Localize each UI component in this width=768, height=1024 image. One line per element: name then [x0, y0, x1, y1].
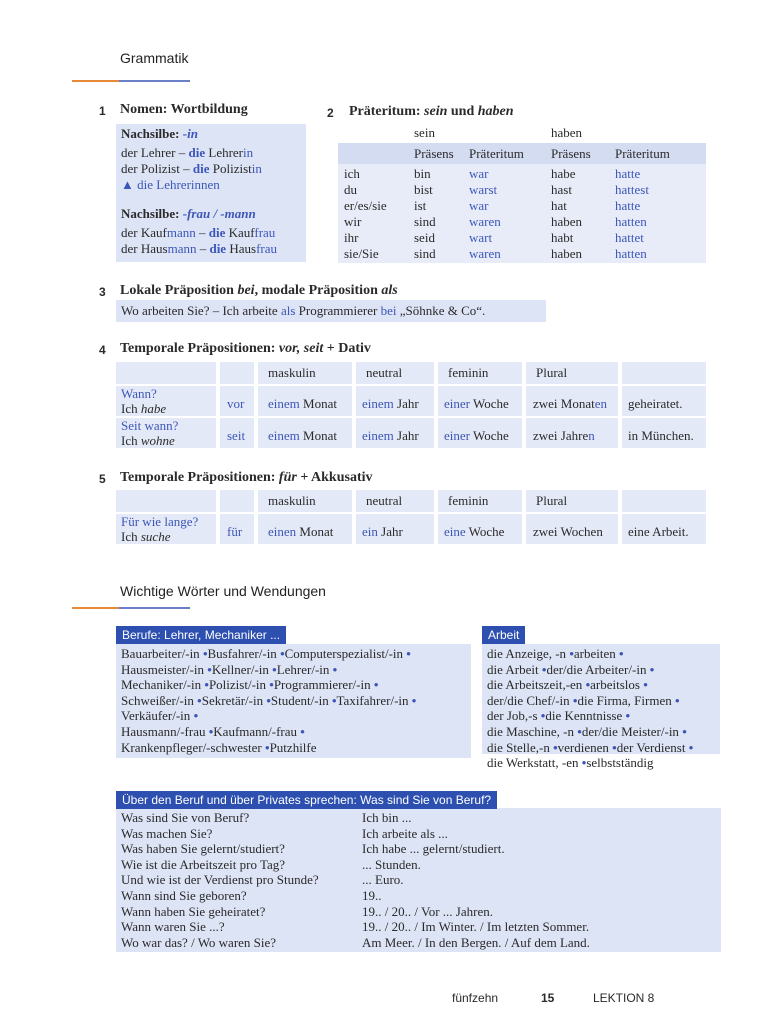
text: Monat: [296, 524, 334, 539]
question-item: Wann waren Sie ...?: [121, 919, 225, 935]
example-box: Wo arbeiten Sie? – Ich arbeite als Programmierer bei „Söhnke & Co“.: [116, 300, 546, 322]
list-item: [487, 724, 687, 740]
preposition: seit: [227, 428, 246, 443]
answer-item: ... Stunden.: [362, 856, 421, 872]
haben-past: hatte: [615, 166, 641, 181]
sentence-end: [628, 524, 689, 540]
word: Taxifahrer/-in •: [337, 693, 417, 708]
word: die Firma, Firmen •: [577, 693, 679, 708]
column-group-sein: sein: [414, 125, 435, 140]
word: Lehrer/-in •: [277, 662, 338, 677]
noun-phrase: [362, 428, 419, 444]
sein-present: sind: [414, 214, 436, 229]
preposition: vor: [227, 396, 245, 411]
preposition: [227, 524, 242, 540]
words-rule: [72, 607, 190, 609]
page-word: fünfzehn: [452, 991, 499, 1005]
text: n: [588, 428, 595, 443]
text: Monat: [299, 428, 337, 443]
word: arbeitslos •: [590, 677, 648, 692]
word: Bauarbeiter/-in •: [121, 646, 208, 661]
text: einem: [268, 428, 300, 443]
column-header: Präteritum: [615, 146, 670, 161]
section-number: 2: [327, 106, 334, 120]
word: verdienen •: [558, 740, 617, 755]
noun-phrase: [362, 396, 419, 412]
haben-past: hatte: [615, 198, 641, 213]
section-title: Nomen: Wortbildung: [120, 102, 248, 117]
question-item: Wann sind Sie geboren?: [121, 888, 247, 903]
section-number: 3: [99, 285, 106, 299]
text: einem: [362, 396, 394, 411]
haben-present: habt: [551, 230, 574, 245]
pronoun: ich: [344, 166, 360, 181]
noun-phrase: [268, 428, 337, 444]
sein-past: wart: [469, 230, 493, 245]
word: die Arbeitszeit,-en •: [487, 677, 590, 692]
title-rule: [72, 80, 190, 82]
word: Student/-in •: [271, 693, 337, 708]
text: Ich: [121, 401, 141, 416]
question: [121, 386, 157, 402]
noun-phrase: [533, 524, 603, 540]
word: der Verdienst •: [617, 740, 694, 755]
lesson-label: LEKTION 8: [593, 991, 655, 1005]
word: Polizist/-in •: [209, 677, 274, 692]
noun-phrase: [444, 428, 509, 444]
question-item: Wann haben Sie geheiratet?: [121, 903, 266, 919]
column-header: maskulin: [268, 493, 316, 508]
word: die Kenntnisse •: [545, 708, 630, 723]
preposition: [227, 428, 245, 444]
word: die Maschine, -n •: [487, 724, 582, 739]
noun-phrase: [533, 396, 607, 412]
list-item: [121, 693, 416, 709]
list-item: [121, 724, 305, 740]
word: arbeiten •: [574, 646, 624, 661]
text: Woche: [465, 524, 505, 539]
haben-past: hattest: [615, 182, 649, 197]
question-item: Und wie ist der Verdienst pro Stunde?: [121, 872, 319, 888]
text: habe: [140, 401, 167, 416]
noun-phrase: [444, 396, 509, 412]
word: der/die Chef/-in •: [487, 693, 577, 708]
text: zwei Jahre: [533, 428, 589, 443]
page-number: 15: [541, 991, 555, 1005]
question: [121, 514, 198, 530]
example-subject: [121, 433, 175, 449]
word: Kaufmann/-frau •: [213, 724, 305, 739]
haben-present: haben: [551, 214, 583, 229]
text: Woche: [469, 428, 509, 443]
word: Busfahrer/-in •: [208, 646, 285, 661]
noun-phrase: [268, 524, 333, 540]
column-header: feminin: [448, 493, 489, 508]
pronoun: er/es/sie: [344, 198, 387, 213]
text: Jahr: [393, 396, 419, 411]
word: die Stelle,-n •: [487, 740, 558, 755]
arbeit-tag: Arbeit: [482, 626, 525, 644]
text: Woche: [469, 396, 509, 411]
text: in München.: [628, 428, 694, 443]
text: wohne: [140, 433, 175, 448]
sein-present: bin: [414, 166, 431, 181]
text: einer: [444, 396, 470, 411]
noun-phrase: [268, 396, 337, 412]
section-title: Temporale Präpositionen: vor, seit + Dativ: [120, 341, 371, 356]
word: Mechaniker/-in •: [121, 677, 209, 692]
example-subject: [121, 529, 170, 545]
question: [121, 418, 178, 434]
text: einem: [362, 428, 394, 443]
table-header-cell: [116, 362, 216, 384]
column-header: Plural: [536, 365, 568, 380]
answer-item: Ich arbeite als ...: [362, 825, 448, 841]
word: Hausmeister/-in •: [121, 662, 212, 677]
text: Monat: [299, 396, 337, 411]
table-header-cell: [220, 490, 254, 512]
question-item: Wo war das? / Wo waren Sie?: [121, 934, 277, 950]
section-number: 5: [99, 472, 106, 486]
answer-item: 19.. / 20.. / Vor ... Jahren.: [362, 903, 493, 919]
list-item: [487, 740, 693, 756]
sein-present: ist: [414, 198, 427, 213]
text: ein: [362, 524, 378, 539]
word: die Anzeige, -n •: [487, 646, 574, 661]
table-header-cell: [116, 490, 216, 512]
word: Putzhilfe: [269, 739, 317, 755]
question-item: Was sind Sie von Beruf?: [121, 810, 250, 825]
list-item: [121, 646, 411, 662]
column-header: neutral: [366, 365, 403, 380]
column-header: Präsens: [414, 146, 454, 161]
word: Kellner/-in •: [212, 662, 277, 677]
sentence-end: [628, 428, 694, 444]
text: geheiratet.: [628, 396, 683, 411]
list-item: [121, 708, 198, 724]
noun-phrase: [362, 524, 403, 540]
question-item: Was haben Sie gelernt/studiert?: [121, 841, 285, 857]
column-header: neutral: [366, 493, 403, 508]
privates-tag: Über den Beruf und über Privates sprechen: Was sind Sie von Beruf?: [116, 791, 497, 809]
pronoun: du: [344, 182, 357, 197]
answer-item: ... Euro.: [362, 872, 404, 888]
section-title: Temporale Präpositionen: für + Akkusativ: [120, 470, 373, 485]
sein-past: war: [469, 166, 489, 181]
haben-past: hatten: [615, 214, 647, 229]
haben-present: habe: [551, 166, 576, 181]
word: Krankenpfleger/-schwester •: [121, 740, 270, 755]
word: Programmierer/-in •: [274, 677, 379, 692]
word: die Werkstatt, -en •: [487, 755, 586, 770]
text: en: [594, 396, 608, 411]
answer-item: Am Meer. / In den Bergen. / Auf dem Land.: [362, 934, 590, 950]
text: Ich: [121, 433, 141, 448]
list-item: [487, 677, 648, 693]
text: Jahr: [377, 524, 403, 539]
table-header-cell: [622, 490, 706, 512]
list-item: [487, 755, 653, 771]
word: Hausmann/-frau •: [121, 724, 213, 739]
words-title: Wichtige Wörter und Wendungen: [120, 583, 326, 599]
wortbildung-panel: Nachsilbe: -in der Lehrer – die Lehrerin der Polizist – die Polizistin ▲ die Lehrerinnen Nachsilbe: -frau / -mann der Kaufmann – die Kauffrau der Hausmann – die Hausfrau: [116, 124, 306, 262]
sein-present: seid: [414, 230, 435, 245]
list-item: [121, 662, 337, 678]
answer-item: 19.. / 20.. / Im Winter. / Im letzten Sommer.: [362, 919, 590, 935]
sein-past: warst: [469, 182, 498, 197]
text: Ich: [121, 529, 141, 544]
noun-phrase: [533, 428, 595, 444]
berufe-tag: Berufe: Lehrer, Mechaniker ...: [116, 626, 286, 644]
word: der/die Meister/-in •: [582, 724, 687, 739]
text: einem: [268, 396, 300, 411]
table-header-cell: [220, 362, 254, 384]
text: suche: [140, 529, 171, 544]
text: zwei Wochen: [533, 524, 603, 539]
sentence-end: [628, 396, 683, 412]
column-header: Präteritum: [469, 146, 524, 161]
noun-phrase: [444, 524, 504, 540]
column-group-haben: haben: [551, 125, 583, 140]
answer-item: Ich bin ...: [362, 810, 412, 825]
list-item: [487, 693, 680, 709]
answer-item: Ich habe ... gelernt/studiert.: [362, 841, 505, 857]
list-item: [487, 646, 624, 662]
column-header: Plural: [536, 493, 568, 508]
word: Computerspezialist/-in •: [285, 646, 411, 661]
word: die Arbeit •: [487, 662, 546, 677]
section-number: 4: [99, 343, 106, 357]
column-header: Präsens: [551, 146, 591, 161]
question-item: Wie ist die Arbeitszeit pro Tag?: [121, 856, 286, 872]
question: Wann?: [121, 386, 157, 401]
word: selbstständig: [586, 755, 654, 771]
haben-present: hat: [551, 198, 567, 213]
sein-past: war: [469, 198, 489, 213]
section-title: Präteritum: sein und haben: [349, 104, 514, 119]
table-header-cell: [622, 362, 706, 384]
example-subject: [121, 401, 166, 417]
haben-past: hatten: [615, 246, 647, 261]
text: eine: [444, 524, 466, 539]
text: einen: [268, 524, 297, 539]
haben-present: haben: [551, 246, 583, 261]
word: Sekretär/-in •: [202, 693, 271, 708]
column-header: feminin: [448, 365, 489, 380]
sein-past: waren: [469, 214, 501, 229]
list-item: [487, 708, 630, 724]
haben-present: hast: [551, 182, 572, 197]
answer-item: 19..: [362, 888, 382, 903]
sein-past: waren: [469, 246, 501, 261]
word: Schweißer/-in •: [121, 693, 202, 708]
word: der/die Arbeiter/-in •: [546, 662, 654, 677]
pronoun: wir: [344, 214, 362, 229]
question-item: Was machen Sie?: [121, 825, 213, 841]
section-title: Lokale Präposition bei, modale Präposition als: [120, 283, 398, 298]
text: zwei Monat: [533, 396, 595, 411]
word: Verkäufer/-in •: [121, 708, 198, 723]
sein-present: sind: [414, 246, 436, 261]
list-item: [487, 662, 654, 678]
list-item: [121, 677, 378, 693]
warning-icon: ▲: [121, 177, 134, 192]
pronoun: sie/Sie: [344, 246, 379, 261]
sein-present: bist: [414, 182, 433, 197]
column-header: maskulin: [268, 365, 316, 380]
text: Jahr: [393, 428, 419, 443]
pronoun: ihr: [344, 230, 359, 245]
page-title: Grammatik: [120, 50, 189, 66]
preposition: [227, 396, 244, 412]
section-number: 1: [99, 104, 106, 118]
preposition: für: [227, 524, 243, 539]
text: eine Arbeit.: [628, 524, 689, 539]
word: der Job,-s •: [487, 708, 545, 723]
text: einer: [444, 428, 470, 443]
question: Für wie lange?: [121, 514, 199, 529]
list-item: [121, 740, 317, 756]
question: Seit wann?: [121, 418, 179, 433]
haben-past: hattet: [615, 230, 644, 245]
